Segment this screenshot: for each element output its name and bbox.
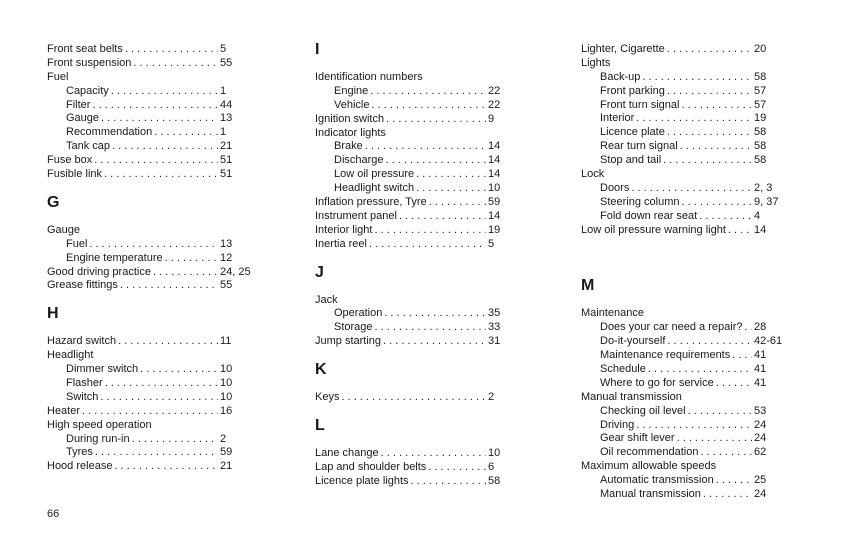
index-entry-fuel xyxy=(47,238,257,252)
section-letter-m: M xyxy=(581,277,595,295)
dot-leader xyxy=(667,126,752,140)
entry-page: 14 xyxy=(488,140,501,153)
spacer xyxy=(47,293,257,307)
entry-label: Maintenance requirements xyxy=(600,349,731,362)
dot-leader xyxy=(728,224,752,238)
index-heading-indicator-lights: Indicator lights xyxy=(315,126,386,139)
entry-label: Does your car need a repair? xyxy=(600,321,743,334)
dot-leader xyxy=(688,405,752,419)
dot-leader xyxy=(699,210,752,224)
dot-leader xyxy=(153,266,218,280)
entry-page: 20 xyxy=(754,43,767,55)
entry-label: Lane change xyxy=(315,447,379,460)
entry-label: Inertia reel xyxy=(315,237,367,250)
spacer xyxy=(47,210,257,224)
entry-label: During run-in xyxy=(66,432,130,445)
entry-label: Switch xyxy=(66,390,99,403)
index-heading-high-speed-operation: High speed operation xyxy=(47,418,152,431)
dot-leader xyxy=(133,57,218,71)
entry-label: Interior light xyxy=(315,223,373,236)
entry-page: 51 xyxy=(220,154,233,167)
index-entry-front-turn-signal xyxy=(581,99,791,113)
entry-page: 58 xyxy=(754,126,767,139)
index-heading-lock: Lock xyxy=(581,168,605,181)
dot-leader xyxy=(667,335,752,349)
index-entry-capacity xyxy=(47,85,257,99)
dot-leader xyxy=(381,447,486,461)
dot-leader xyxy=(104,168,218,182)
dot-leader xyxy=(663,154,752,168)
index-heading-maximum-allowable-speeds: Maximum allowable speeds xyxy=(581,460,717,473)
index-entry-fuse-box xyxy=(47,154,257,168)
dot-leader xyxy=(125,43,218,57)
entry-page: 33 xyxy=(488,321,501,334)
index-entry-do-it-yourself xyxy=(581,335,791,349)
index-entry-licence-plate xyxy=(581,126,791,140)
entry-page: 42-61 xyxy=(754,335,783,348)
entry-page: 6 xyxy=(488,460,495,473)
index-heading-maintenance: Maintenance xyxy=(581,307,644,320)
dot-leader xyxy=(118,335,218,349)
entry-page: 58 xyxy=(754,140,767,153)
spacer xyxy=(315,349,525,363)
entry-label: Discharge xyxy=(334,154,384,167)
index-entry-filter xyxy=(47,99,257,113)
entry-label: Recommendation xyxy=(66,126,153,139)
dot-leader xyxy=(100,391,218,405)
dot-leader xyxy=(416,182,486,196)
spacer xyxy=(315,252,525,266)
section-letter-g: G xyxy=(47,193,60,211)
spacer xyxy=(581,237,791,251)
entry-label: Hood release xyxy=(47,460,113,473)
index-heading-lights: Lights xyxy=(581,56,611,69)
entry-page: 55 xyxy=(220,279,233,292)
dot-leader xyxy=(375,321,486,335)
dot-leader xyxy=(667,43,752,57)
entry-page: 1 xyxy=(220,126,227,139)
entry-label: Licence plate xyxy=(600,126,665,139)
index-entry-where-to-go-for-service xyxy=(581,377,791,391)
entry-label: Do-it-yourself xyxy=(600,335,666,348)
entry-label: Fold down rear seat xyxy=(600,209,698,222)
entry-page: 24 xyxy=(754,432,767,445)
index-entry-checking-oil-level xyxy=(581,405,791,419)
dot-leader xyxy=(677,432,752,446)
entry-label: Tyres xyxy=(66,446,93,459)
entry-page: 14 xyxy=(488,154,501,167)
entry-page: 24 xyxy=(754,488,767,501)
section-letter-l: L xyxy=(315,417,325,435)
index-entry-lap-and-shoulder-belts xyxy=(315,461,525,475)
entry-label: Steering column xyxy=(600,195,680,208)
dot-leader xyxy=(636,112,752,126)
dot-leader xyxy=(105,377,218,391)
entry-label: Manual transmission xyxy=(600,488,701,501)
index-entry-interior-light xyxy=(315,224,525,238)
index-entry-dimmer-switch xyxy=(47,363,257,377)
dot-leader xyxy=(703,488,752,502)
entry-label: Front seat belts xyxy=(47,43,123,55)
entry-page: 16 xyxy=(220,404,233,417)
entry-page: 11 xyxy=(220,335,232,348)
entry-page: 1 xyxy=(220,84,227,97)
dot-leader xyxy=(112,140,218,154)
index-entry-back-up xyxy=(581,71,791,85)
entry-label: Vehicle xyxy=(334,98,370,111)
index-entry-keys xyxy=(315,391,525,405)
entry-label: Licence plate lights xyxy=(315,474,409,487)
dot-leader xyxy=(667,85,752,99)
dot-leader xyxy=(682,196,753,210)
dot-leader xyxy=(416,168,486,182)
dot-leader xyxy=(341,391,486,405)
dot-leader xyxy=(399,210,486,224)
entry-label: Driving xyxy=(600,418,635,431)
entry-page: 14 xyxy=(488,209,501,222)
index-entry-grease-fittings xyxy=(47,279,257,293)
dot-leader xyxy=(369,238,486,252)
index-heading-identification-numbers: Identification numbers xyxy=(315,71,423,83)
entry-label: Stop and tail xyxy=(600,154,662,167)
dot-leader xyxy=(411,475,486,489)
entry-label: Low oil pressure warning light xyxy=(581,223,726,236)
index-entry-ignition-switch xyxy=(315,113,525,127)
entry-page: 5 xyxy=(488,237,495,250)
entry-label: Hazard switch xyxy=(47,335,117,348)
index-entry-steering-column xyxy=(581,196,791,210)
index-entry-interior xyxy=(581,112,791,126)
entry-page: 58 xyxy=(488,474,501,487)
entry-label: Gauge xyxy=(66,112,100,125)
entry-page: 22 xyxy=(488,98,501,111)
entry-label: Inflation pressure, Tyre xyxy=(315,196,427,209)
dot-leader xyxy=(716,377,752,391)
entry-label: Storage xyxy=(334,321,373,334)
index-heading-fuel: Fuel xyxy=(47,70,69,83)
index-entry-operation xyxy=(315,307,525,321)
entry-label: Front suspension xyxy=(47,56,132,69)
entry-page: 35 xyxy=(488,307,501,320)
index-heading-manual-transmission: Manual transmission xyxy=(581,390,682,403)
entry-page: 53 xyxy=(754,404,767,417)
entry-page: 41 xyxy=(754,376,767,389)
dot-leader xyxy=(154,126,218,140)
spacer xyxy=(315,405,525,419)
entry-label: Low oil pressure xyxy=(334,168,415,181)
dot-leader xyxy=(636,419,752,433)
entry-page: 10 xyxy=(488,182,501,195)
entry-label: Filter xyxy=(66,98,91,111)
entry-page: 28 xyxy=(754,321,767,334)
spacer xyxy=(47,321,257,335)
entry-label: Brake xyxy=(334,140,363,153)
index-entry-low-oil-pressure-warning-light xyxy=(581,224,791,238)
dot-leader xyxy=(631,182,752,196)
index-entry-engine-temperature xyxy=(47,252,257,266)
entry-label: Lighter, Cigarette xyxy=(581,43,665,55)
dot-leader xyxy=(89,238,218,252)
index-entry-lighter-cigarette xyxy=(581,43,791,57)
entry-page: 57 xyxy=(754,84,767,97)
entry-label: Operation xyxy=(334,307,383,320)
entry-label: Headlight switch xyxy=(334,182,415,195)
entry-page: 2, 3 xyxy=(754,181,773,194)
entry-page: 44 xyxy=(220,98,233,111)
dot-leader xyxy=(365,140,486,154)
spacer xyxy=(315,377,525,391)
index-entry-storage xyxy=(315,321,525,335)
dot-leader xyxy=(386,154,486,168)
entry-label: Front parking xyxy=(600,84,665,97)
section-letter-h: H xyxy=(47,305,59,323)
entry-label: Fuel xyxy=(66,237,88,250)
entry-page: 13 xyxy=(220,237,233,250)
entry-page: 51 xyxy=(220,168,233,181)
section-letter-j: J xyxy=(315,263,324,281)
index-entry-maintenance-requirements xyxy=(581,349,791,363)
index-entry-driving xyxy=(581,419,791,433)
entry-label: Fusible link xyxy=(47,168,103,181)
entry-label: Tank cap xyxy=(66,140,111,153)
entry-page: 14 xyxy=(488,168,501,181)
entry-page: 22 xyxy=(488,84,501,97)
entry-label: Dimmer switch xyxy=(66,363,139,376)
index-column-1 xyxy=(47,43,257,474)
dot-leader xyxy=(384,307,486,321)
entry-label: Heater xyxy=(47,404,81,417)
index-entry-schedule xyxy=(581,363,791,377)
entry-page: 10 xyxy=(220,390,233,403)
entry-page: 58 xyxy=(754,70,767,83)
page-number: 66 xyxy=(47,508,60,520)
dot-leader xyxy=(82,405,218,419)
entry-label: Flasher xyxy=(66,377,103,390)
index-column-2 xyxy=(315,43,525,489)
dot-leader xyxy=(744,321,752,335)
index-entry-hood-release xyxy=(47,460,257,474)
entry-page: 9 xyxy=(488,112,495,125)
dot-leader xyxy=(386,113,486,127)
index-entry-hazard-switch xyxy=(47,335,257,349)
entry-label: Instrument panel xyxy=(315,209,397,222)
entry-page: 9, 37 xyxy=(754,195,779,208)
index-entry-engine xyxy=(315,85,525,99)
entry-page: 10 xyxy=(488,447,501,460)
index-entry-jump-starting xyxy=(315,335,525,349)
dot-leader xyxy=(716,474,752,488)
index-entry-low-oil-pressure xyxy=(315,168,525,182)
dot-leader xyxy=(700,446,752,460)
entry-label: Schedule xyxy=(600,363,646,376)
entry-label: Grease fittings xyxy=(47,279,118,292)
entry-page: 13 xyxy=(220,112,233,125)
index-entry-headlight-switch xyxy=(315,182,525,196)
index-entry-instrument-panel xyxy=(315,210,525,224)
index-heading-headlight: Headlight xyxy=(47,349,94,362)
section-letter-i: I xyxy=(315,41,320,58)
spacer xyxy=(315,57,525,71)
entry-page: 21 xyxy=(220,140,233,153)
entry-page: 57 xyxy=(754,98,767,111)
index-heading-gauge: Gauge xyxy=(47,223,81,236)
index-entry-during-run-in xyxy=(47,433,257,447)
entry-label: Doors xyxy=(600,181,630,194)
index-entry-gauge xyxy=(47,112,257,126)
entry-label: Where to go for service xyxy=(600,376,714,389)
index-entry-good-driving-practice xyxy=(47,266,257,280)
dot-leader xyxy=(120,279,218,293)
spacer xyxy=(315,280,525,294)
index-entry-doors xyxy=(581,182,791,196)
entry-page: 58 xyxy=(754,154,767,167)
spacer xyxy=(581,251,791,265)
entry-page: 2 xyxy=(488,391,495,404)
index-entry-switch xyxy=(47,391,257,405)
entry-page: 25 xyxy=(754,474,767,487)
entry-label: Automatic transmission xyxy=(600,474,714,487)
spacer xyxy=(581,265,791,279)
dot-leader xyxy=(732,349,752,363)
index-entry-licence-plate-lights xyxy=(315,475,525,489)
spacer xyxy=(315,433,525,447)
entry-label: Oil recommendation xyxy=(600,446,699,459)
dot-leader xyxy=(132,433,218,447)
index-entry-front-parking xyxy=(581,85,791,99)
dot-leader xyxy=(370,85,486,99)
entry-label: Gear shift lever xyxy=(600,432,675,445)
entry-page: 24, 25 xyxy=(220,265,251,278)
entry-label: Engine xyxy=(334,84,369,97)
entry-page: 41 xyxy=(754,349,767,362)
entry-label: Checking oil level xyxy=(600,404,686,417)
entry-label: Engine temperature xyxy=(66,251,163,264)
dot-leader xyxy=(681,99,752,113)
spacer xyxy=(581,293,791,307)
entry-page: 19 xyxy=(754,112,767,125)
index-entry-tank-cap xyxy=(47,140,257,154)
entry-page: 10 xyxy=(220,377,233,390)
entry-label: Interior xyxy=(600,112,635,125)
dot-leader xyxy=(680,140,752,154)
entry-page: 2 xyxy=(220,432,227,445)
entry-label: Keys xyxy=(315,391,340,404)
entry-page: 59 xyxy=(488,196,501,209)
dot-leader xyxy=(642,71,752,85)
dot-leader xyxy=(428,461,486,475)
entry-page: 5 xyxy=(220,43,227,55)
entry-label: Ignition switch xyxy=(315,112,385,125)
index-entry-manual-transmission xyxy=(581,488,791,502)
dot-leader xyxy=(140,363,218,377)
spacer xyxy=(47,182,257,196)
index-entry-fold-down-rear-seat xyxy=(581,210,791,224)
entry-page: 41 xyxy=(754,363,767,376)
index-entry-inertia-reel xyxy=(315,238,525,252)
entry-label: Rear turn signal xyxy=(600,140,678,153)
index-entry-brake xyxy=(315,140,525,154)
index-entry-rear-turn-signal xyxy=(581,140,791,154)
dot-leader xyxy=(111,85,218,99)
index-column-3 xyxy=(581,43,791,502)
dot-leader xyxy=(648,363,752,377)
index-entry-automatic-transmission xyxy=(581,474,791,488)
entry-page: 59 xyxy=(220,446,233,459)
dot-leader xyxy=(429,196,486,210)
index-entry-front-suspension xyxy=(47,57,257,71)
entry-page: 10 xyxy=(220,363,233,376)
section-letter-k: K xyxy=(315,361,327,379)
entry-page: 12 xyxy=(220,251,233,264)
entry-page: 55 xyxy=(220,56,233,69)
entry-label: Capacity xyxy=(66,84,109,97)
dot-leader xyxy=(92,99,218,113)
entry-label: Front turn signal xyxy=(600,98,680,111)
entry-label: Good driving practice xyxy=(47,265,151,278)
entry-label: Lap and shoulder belts xyxy=(315,460,427,473)
index-entry-flasher xyxy=(47,377,257,391)
dot-leader xyxy=(95,446,218,460)
index-entry-recommendation xyxy=(47,126,257,140)
index-entry-does-your-car-need-a-repair xyxy=(581,321,791,335)
entry-label: Back-up xyxy=(600,70,641,83)
index-entry-discharge xyxy=(315,154,525,168)
dot-leader xyxy=(165,252,218,266)
index-entry-stop-and-tail xyxy=(581,154,791,168)
index-entry-gear-shift-lever xyxy=(581,432,791,446)
index-entry-front-seat-belts xyxy=(47,43,257,57)
index-entry-tyres xyxy=(47,446,257,460)
index-entry-oil-recommendation xyxy=(581,446,791,460)
index-heading-jack: Jack xyxy=(315,293,338,306)
dot-leader xyxy=(94,154,218,168)
dot-leader xyxy=(371,99,486,113)
dot-leader xyxy=(383,335,486,349)
index-entry-lane-change xyxy=(315,447,525,461)
entry-page: 14 xyxy=(754,223,767,236)
entry-label: Jump starting xyxy=(315,335,382,348)
entry-label: Fuse box xyxy=(47,154,93,167)
entry-page: 21 xyxy=(220,460,233,473)
entry-page: 4 xyxy=(754,209,761,222)
index-entry-fusible-link xyxy=(47,168,257,182)
entry-page: 24 xyxy=(754,418,767,431)
entry-page: 62 xyxy=(754,446,767,459)
dot-leader xyxy=(114,460,218,474)
entry-page: 31 xyxy=(488,335,501,348)
dot-leader xyxy=(101,112,218,126)
entry-page: 19 xyxy=(488,223,501,236)
dot-leader xyxy=(374,224,486,238)
index-entry-heater xyxy=(47,405,257,419)
index-entry-vehicle xyxy=(315,99,525,113)
index-entry-inflation-pressure-tyre xyxy=(315,196,525,210)
